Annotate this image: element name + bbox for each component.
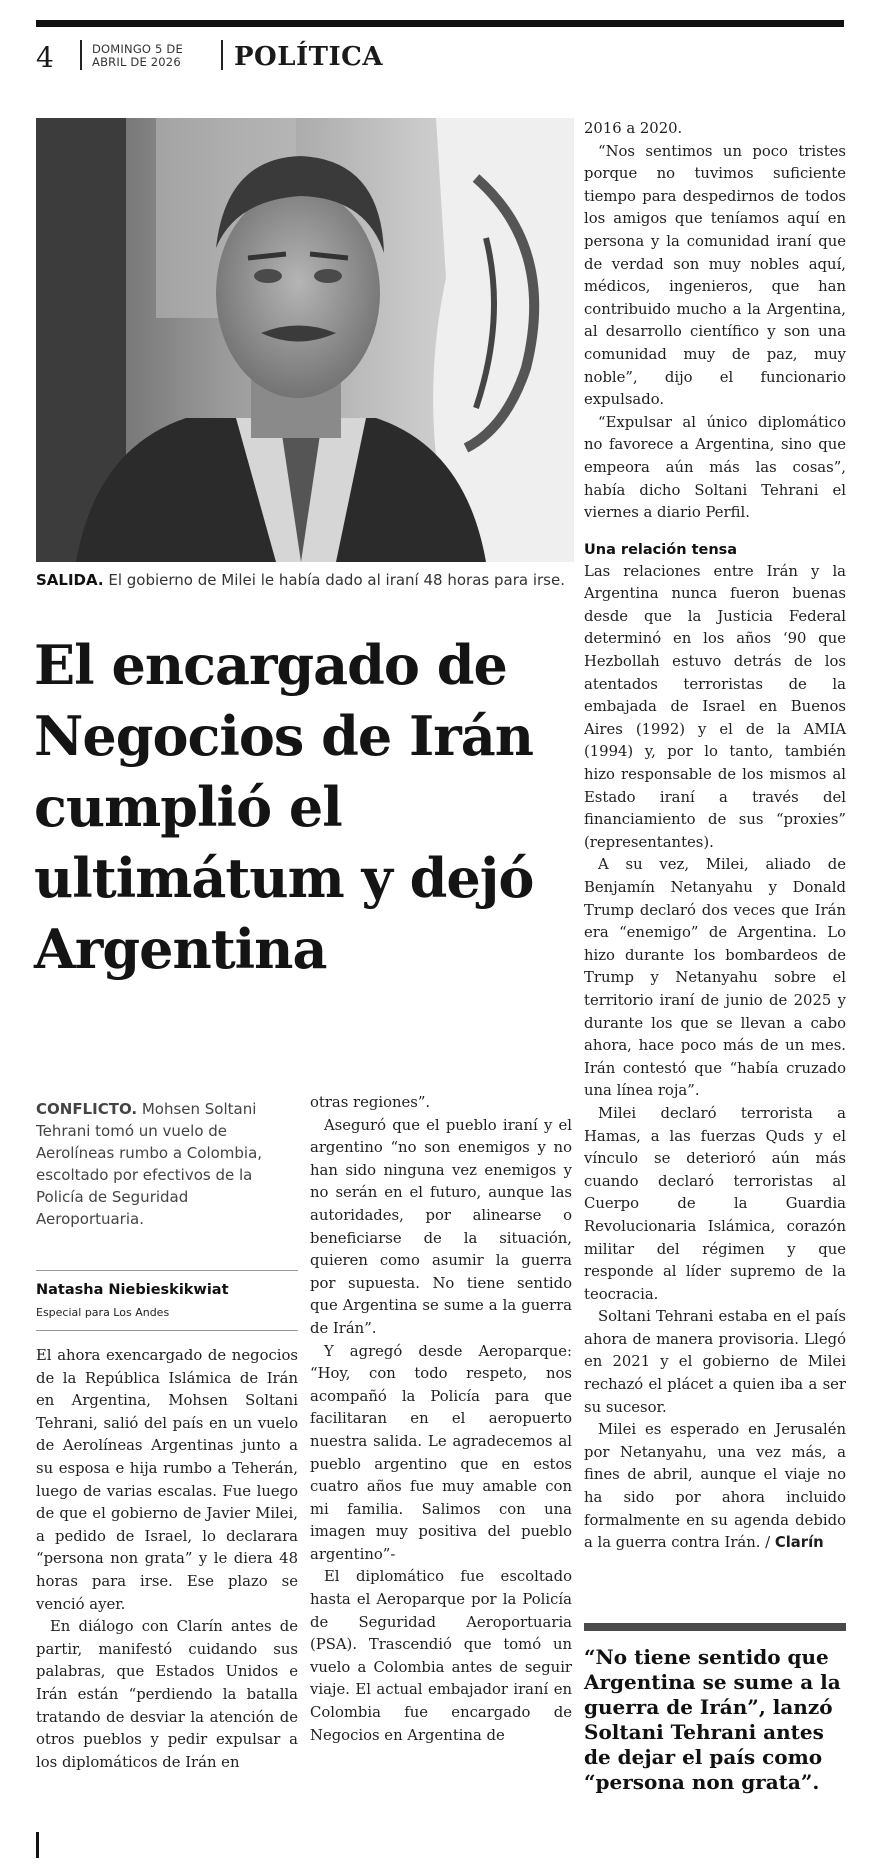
article-column-2 [310, 1092, 572, 1747]
date-line-2: ABRIL DE 2026 [92, 55, 181, 69]
paragraph: Soltani Tehrani estaba en el país ahora de manera provisoria. Llegó en 2021 y el gobierno de Milei rechazó el plácet a quien iba a ser su sucesor. [584, 1308, 846, 1416]
paragraph: El ahora exencargado de negocios de la República Islámica de Irán en Argentina, Mohsen Soltani Tehrani, salió del país en un vuelo de Aerolíneas Argentinas junto a su esposa e hija rumbo a Teherán, luego de varias escalas. Fue luego de que el gobierno de Javier Milei, a pedido de Israel, lo declarara “persona non grata” y le diera 48 horas para irse. Ese plazo se venció ayer. [36, 1347, 298, 1613]
date-line [92, 43, 183, 69]
byline-rule-bottom [36, 1330, 298, 1331]
caption-label: SALIDA. [36, 571, 104, 589]
date-line-1: DOMINGO 5 DE [92, 42, 183, 56]
header-divider [221, 40, 223, 70]
section-title: POLÍTICA [234, 42, 384, 72]
byline-rule-top [36, 1270, 298, 1271]
page-number: 4 [36, 41, 54, 74]
deck-label: CONFLICTO. [36, 1100, 138, 1118]
paragraph: “Nos sentimos un poco tristes porque no tuvimos suficiente tiempo para despedirnos de todos los amigos que teníamos aquí en persona y la comunidad iraní que de verdad son muy nobles aquí, médicos, ingenieros, que han contribuido mucho a la Argentina, al desarrollo científico y son una comunidad muy de paz, muy noble”, dijo el funcionario expulsado. [584, 142, 846, 409]
paragraph: 2016 a 2020. [584, 120, 683, 137]
page-corner-mark [36, 1832, 39, 1858]
subhead: Una relación tensa [584, 541, 738, 558]
author-name: Natasha Niebieskikwiat [36, 1282, 229, 1298]
paragraph: Las relaciones entre Irán y la Argentina nunca fueron buenas desde que la Justicia Federal determinó en los años ‘90 que Hezbollah estuvo detrás de los atentados terroristas de la embajada de Israel en Buenos Aires (1992) y el de la AMIA (1994) y, por lo tanto, también hizo responsable de los mismos al Estado iraní a través del financiamiento de sus “proxies” (representantes). [584, 562, 846, 851]
article-column-1 [36, 1345, 298, 1774]
pullquote: “No tiene sentido que Argentina se sume a la guerra de Irán”, lanzó Soltani Tehrani antes de dejar el país como “persona non grata”. [584, 1645, 841, 1794]
pullquote-rule [584, 1623, 846, 1631]
article-column-3 [584, 118, 846, 1555]
signature: Clarín [774, 1534, 824, 1552]
paragraph: Y agregó desde Aeroparque: “Hoy, con todo respeto, nos acompañó la Policía para que facilitaran en el aeropuerto nuestra salida. Le agradecemos al pueblo argentino que en estos cuatro años fue muy amable con mi familia. Salimos con una imagen muy positiva del pueblo argentino”- [310, 1342, 572, 1563]
paragraph: El diplomático fue escoltado hasta el Aeroparque por la Policía de Seguridad Aeroportuaria (PSA). Trascendió que tomó un vuelo a Colombia antes de seguir viaje. El actual embajador iraní en Colombia fue encargado de Negocios en Argentina de [310, 1568, 572, 1744]
paragraph: En diálogo con Clarín antes de partir, manifestó cuidando sus palabras, que Estados Unidos e Irán están “perdiendo la batalla tratando de desviar la atención de otros pueblos y pedir expulsar a los diplomáticos de Irán en [36, 1618, 298, 1771]
article-photo [36, 118, 574, 562]
photo-caption [36, 570, 596, 590]
header-top-rule [36, 20, 844, 27]
paragraph: Aseguró que el pueblo iraní y el argentino “no son enemigos y no han sido ninguna vez enemigos y no serán en el futuro, aunque las autoridades, por alinearse o beneficiarse de la situación, quieren como asumir la guerra por supuesta. No tiene sentido que Argentina se sume a la guerra de Irán”. [310, 1116, 572, 1337]
paragraph: Milei declaró terrorista a Hamas, a las fuerzas Quds y el vínculo se deterioró aún más cuando declaró terroristas al Cuerpo de la Guardia Revolucionaria Islámica, corazón militar del régimen y que responde al líder supremo de la teocracia. [584, 1104, 846, 1303]
author-affiliation: Especial para Los Andes [36, 1306, 170, 1319]
paragraph: A su vez, Milei, aliado de Benjamín Netanyahu y Donald Trump declaró dos veces que Irán era “enemigo” de Argentina. Lo hizo durante los bombardeos de Trump y Netanyahu sobre el territorio iraní de junio de 2025 y durante los que se llevan a cabo ahora, hace poco más de un mes. Irán contestó que “había cruzado una línea roja”. [584, 856, 846, 1100]
paragraph-final-text: Milei es esperado en Jerusalén por Netanyahu, una vez más, a fines de abril, aunque el viaje no ha sido por ahora incluido formalmente en su agenda debido a la guerra contra Irán. / [584, 1421, 846, 1552]
header-divider [80, 40, 82, 70]
paragraph: “Expulsar al único diplomático no favorece a Argentina, sino que empeora aún más las cosas”, había dicho Soltani Tehrani el viernes a diario Perfil. [584, 413, 846, 522]
deck-text: Mohsen Soltani Tehrani tomó un vuelo de Aerolíneas rumbo a Colombia, escoltado por efectivos de la Policía de Seguridad Aeroportuaria. [36, 1100, 263, 1228]
paragraph-final [584, 1419, 846, 1555]
paragraph: otras regiones”. [310, 1094, 431, 1111]
deck [36, 1098, 298, 1230]
caption-text: El gobierno de Milei le había dado al iraní 48 horas para irse. [103, 571, 565, 589]
headline: El encargado de Negocios de Irán cumplió el ultimátum y dejó Argentina [34, 633, 534, 981]
